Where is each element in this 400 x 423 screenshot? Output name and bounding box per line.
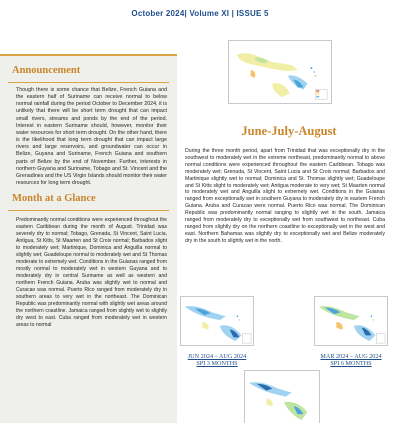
spi-6-month-label: SPI 6 MONTHS xyxy=(330,360,372,368)
jja-summary-text: During the three month period, apart from Trinidad that was exceptionally dry in the southwest to moderately wet in the extreme northeast, predominantly normal to above normal conditions were experienced throughout the eastern Caribbean. Tobago was moderately wet; Grenada, St Vincent, Saint Lucia and St Croix normal; Barbados and Martinique slightly wet to normal; Dominica and St. Thomas slightly wet; Guadeloupe and St Kitts slight to moderately wet; Antigua moderate to very wet; St Maarten normal to moderately wet and Anguilla slight to extremely wet. Conditions in the Guianas ranged from exceptionally wet in southern Guyana to moderately dry in eastern French Guiana. Aruba and Curacao were normal. Puerto Rico was normal. The Dominican Republic was predominantly normal ranging to slightly wet in the south. Jamaica ranged from moderately dry to exceptionally wet from southwest to northeast. Cuba ranged from slightly dry on the northern coastline to exceptionally wet in the west and east. Northern Bahamas was slightly dry to exceptionally wet and Belize moderately dry in the south to slightly wet in the north. xyxy=(185,148,385,244)
spi-map-bottom xyxy=(244,370,320,423)
regional-map-top xyxy=(228,40,332,104)
spi-6-month-period: MAR 2024 – AUG 2024 xyxy=(320,353,382,360)
announcement-text: Though there is some chance that Belize, French Guiana and the eastern half of Suriname can receive normal to below normal rainfall during the period October to December 2024, it is unlikely that there will be short term drought that can impact small rivers, streams and ponds by the end of the period. Interest in eastern Suriname should, however, monitor their water resources for short term drought. On the other hand, there is the likelihood that long term drought that can impact large rivers and large reservoirs, and groundwater can occur in Belize, Guyana and Suriname, French Guiana and southern parts of Belize by the end of November. Further, interests in northern Guyana and Suriname, Tobago and St. Vincent and the Grenadines and the US Virgin Islands should monitor their water resources for long term drought. xyxy=(16,87,167,187)
month-glance-text: Predominantly normal conditions were experienced throughout the eastern Caribbean during the month of August. Trinidad was severely dry to normal; Tobago, Grenada, St Vincent, Saint Lucia, Antigua, St Kitts, St Maarten and St Croix normal; Barbados slight to moderately wet; Martinique, Dominica and Anguilla normal to slightly wet; Guadeloupe normal to moderately wet and St Thomas moderate to extremely wet. Conditions in the Guianas ranged from mostly normal to moderately wet in western Guyana and to moderately dry in central Suriname as well as western and northern French Guiana. Aruba was slightly wet to normal and Curacao was normal. Puerto Rico ranged from moderately dry in southern areas to very wet in the northeast. The Dominican Republic was predominantly normal with slightly wet areas around the northern coastline. Jamaica ranged from slightly wet to slightly dry west to east. Cuba ranged from moderately wet in western areas to normal xyxy=(16,217,167,329)
spi-3-month-label: SPI 3 MONTHS xyxy=(196,360,238,368)
spi-3-month-caption xyxy=(176,353,258,368)
spi-6-month-map xyxy=(314,296,388,346)
announcement-heading: Announcement xyxy=(12,65,81,76)
spi-3-month-map xyxy=(180,296,254,346)
sidebar xyxy=(0,54,177,423)
section-title-jja: June-July-August xyxy=(241,124,337,138)
spi-6-month-caption xyxy=(310,353,392,368)
spi-3-month-period: JUN 2024 – AUG 2024 xyxy=(187,353,247,360)
month-glance-heading: Month at a Glance xyxy=(12,193,96,205)
issue-header: October 2024| Volume XI | ISSUE 5 xyxy=(131,9,269,18)
